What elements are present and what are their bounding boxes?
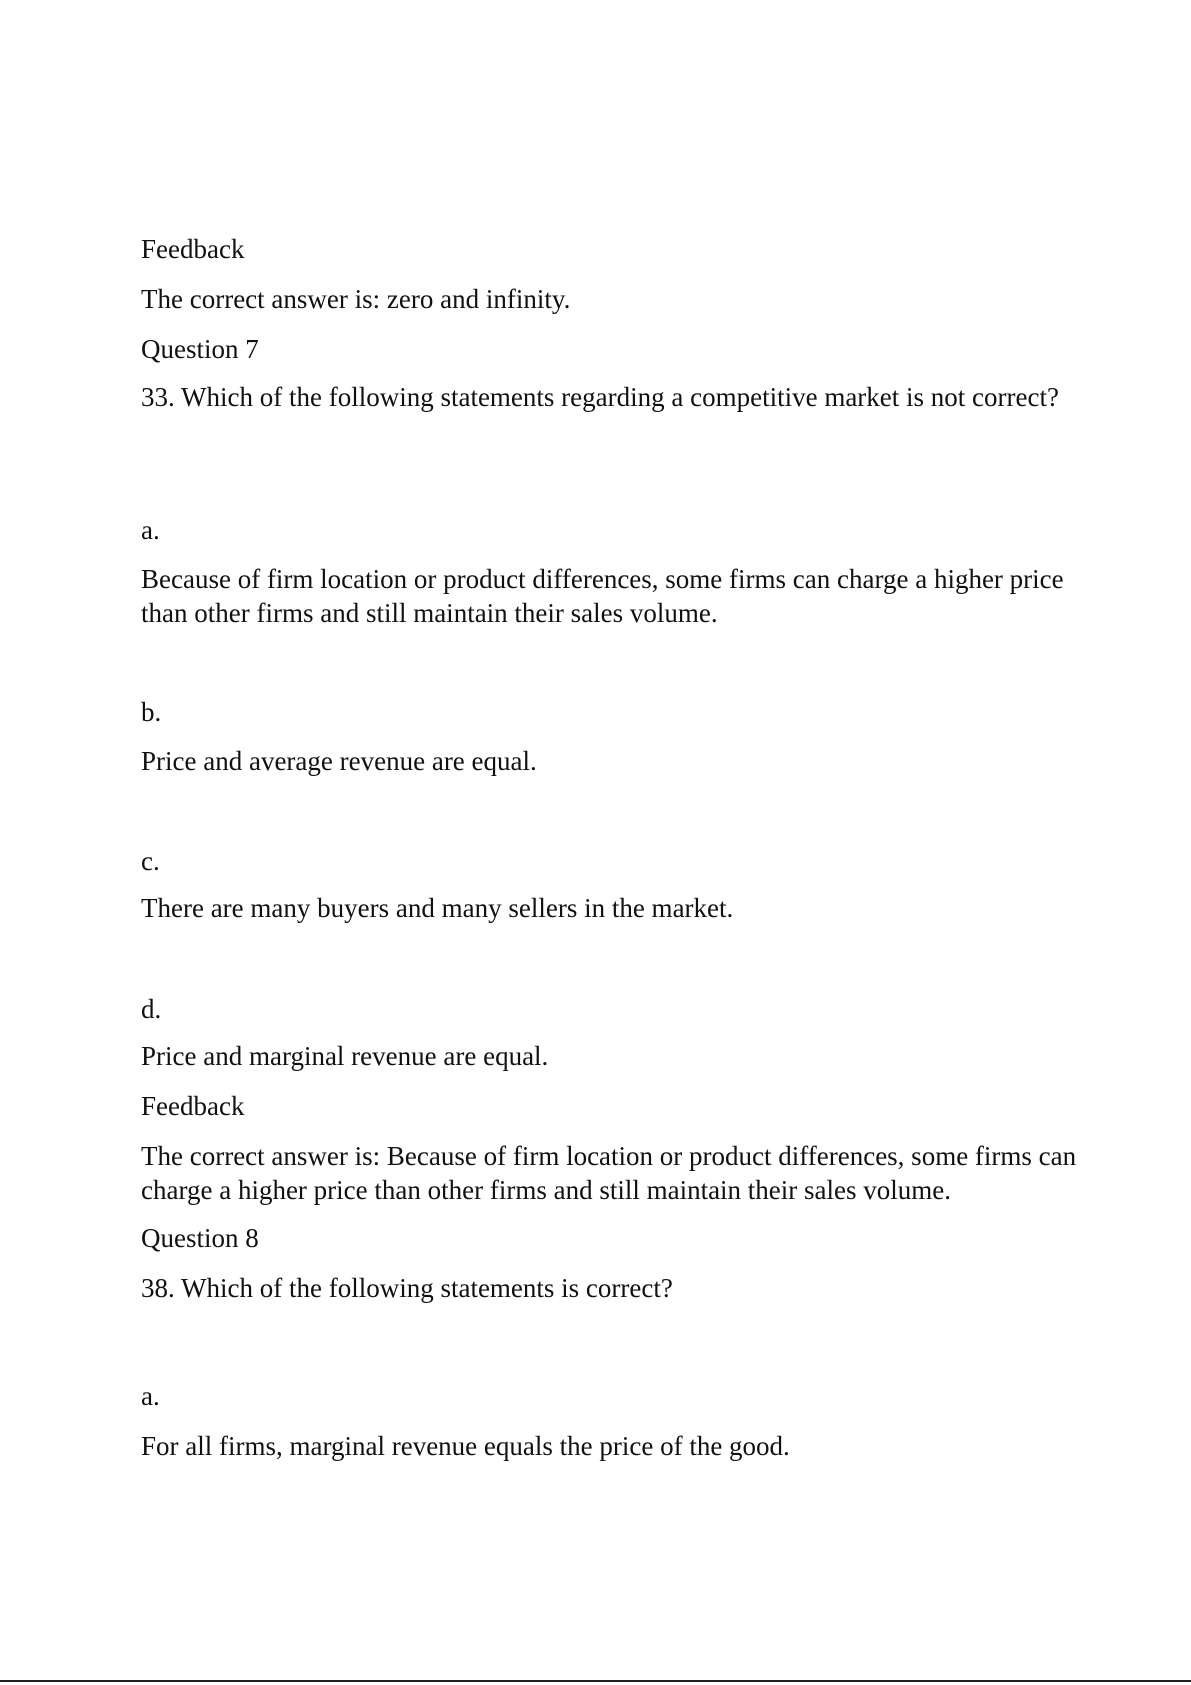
question-prompt: 38. Which of the following statements is correct? — [141, 1273, 673, 1303]
option-letter-a: a. — [141, 515, 160, 545]
option-letter-c: c. — [141, 846, 160, 876]
question-title: Question 8 — [141, 1223, 259, 1253]
option-letter-b: b. — [141, 697, 162, 727]
option-text-b: Price and average revenue are equal. — [141, 746, 537, 776]
feedback-label: Feedback — [141, 234, 245, 264]
page-bottom-rule — [0, 1680, 1191, 1682]
question-prompt: 33. Which of the following statements regarding a competitive market is not correct? — [141, 382, 1059, 412]
option-text-a: Because of firm location or product differences, some firms can charge a higher price than other firms and still maintain their sales volume. — [141, 564, 1064, 628]
question-title: Question 7 — [141, 334, 259, 364]
option-text-a: For all firms, marginal revenue equals the price of the good. — [141, 1431, 790, 1461]
feedback-answer: The correct answer is: zero and infinity. — [141, 284, 571, 314]
option-text-c: There are many buyers and many sellers in the market. — [141, 893, 734, 923]
option-text-d: Price and marginal revenue are equal. — [141, 1041, 549, 1071]
option-letter-d: d. — [141, 994, 162, 1024]
option-letter-a: a. — [141, 1381, 160, 1411]
feedback-label: Feedback — [141, 1091, 245, 1121]
feedback-answer: The correct answer is: Because of firm location or product differences, some firms can charge a higher price than other firms and still maintain their sales volume. — [141, 1141, 1077, 1205]
